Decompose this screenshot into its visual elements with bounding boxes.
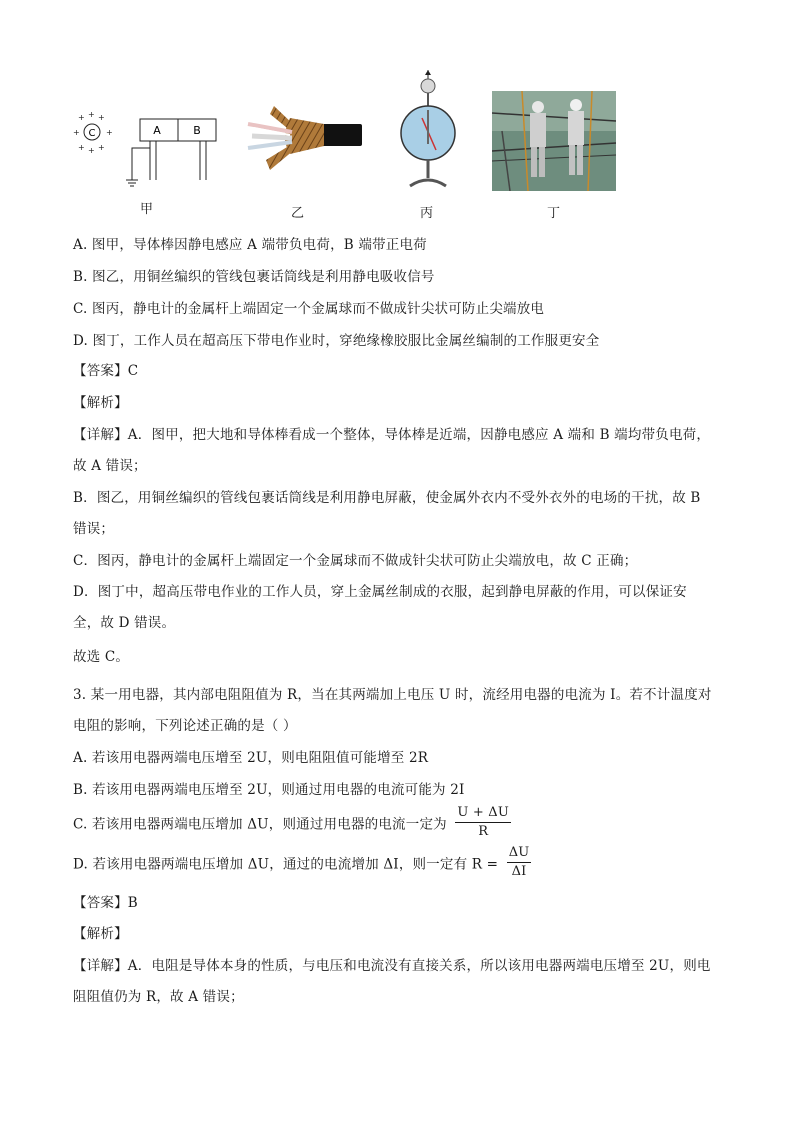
fraction-d xyxy=(507,844,532,881)
q2-option-a: A. 图甲，导体棒因静电感应 A 端带负电荷，B 端带正电荷 xyxy=(73,237,427,253)
caption-ding: 丁 xyxy=(547,206,561,221)
fraction-c xyxy=(455,804,511,841)
svg-text:+: + xyxy=(88,110,95,119)
figure-ding xyxy=(492,91,616,191)
fraction-c-numerator: U + ΔU xyxy=(455,804,511,823)
svg-text:+: + xyxy=(98,113,105,122)
metal-ball xyxy=(421,79,435,93)
svg-text:+: + xyxy=(78,113,85,122)
q2-detail-line: 错误； xyxy=(73,521,115,537)
svg-text:+: + xyxy=(88,146,95,155)
svg-text:+: + xyxy=(73,128,80,137)
label-b: B xyxy=(193,124,201,137)
q2-detail-line: 故 A 错误； xyxy=(73,458,147,474)
q2-option-b: B. 图乙，用铜丝编织的管线包裹话筒线是利用静电吸收信号 xyxy=(73,269,435,285)
svg-text:+: + xyxy=(78,143,85,152)
caption-yi: 乙 xyxy=(291,206,305,221)
q3-answer: 【答案】B xyxy=(73,895,138,911)
svg-text:+: + xyxy=(106,128,113,137)
label-a: A xyxy=(153,124,161,137)
svg-text:+: + xyxy=(98,143,105,152)
charge-label: C xyxy=(88,128,96,139)
q3-option-a: A. 若该用电器两端电压增至 2U，则电阻阻值可能增至 2R xyxy=(73,750,429,766)
fraction-d-numerator: ΔU xyxy=(507,844,532,863)
q2-choose: 故选 C。 xyxy=(73,649,130,665)
cable-jacket xyxy=(322,124,362,146)
q3-option-b: B. 若该用电器两端电压增至 2U，则通过用电器的电流可能为 2I xyxy=(73,782,465,798)
figure-jia xyxy=(70,108,230,198)
q3-stem-line: 电阻的影响，下列论述正确的是（ ） xyxy=(73,718,297,734)
q2-detail-line: 全，故 D 错误。 xyxy=(73,615,176,631)
figure-bing xyxy=(392,70,462,200)
q3-detail-line: 阻阻值仍为 R，故 A 错误； xyxy=(73,989,244,1005)
q2-answer: 【答案】C xyxy=(73,363,139,379)
fraction-c-denominator: R xyxy=(478,824,489,839)
ground-symbol xyxy=(126,180,138,186)
q3-option-c-text: C. 若该用电器两端电压增加 ΔU，则通过用电器的电流一定为 xyxy=(73,816,447,833)
q3-option-d-text: D. 若该用电器两端电压增加 ΔU，通过的电流增加 ΔI，则一定有 R = xyxy=(73,856,499,873)
q3-option-c xyxy=(73,804,511,841)
figure-yi xyxy=(240,98,364,188)
q2-option-d: D. 图丁，工作人员在超高压下带电作业时，穿绝缘橡胶服比金属丝编制的工作服更安全 xyxy=(73,333,600,349)
caption-jia: 甲 xyxy=(140,202,154,217)
q2-detail-line: B．图乙，用铜丝编织的管线包裹话筒线是利用静电屏蔽，使金属外衣内不受外衣外的电场的干扰，故 B xyxy=(73,490,701,506)
q2-detail-line: 【详解】A．图甲，把大地和导体棒看成一个整体，导体棒是近端，因静电感应 A 端和 B 端均带负电荷， xyxy=(73,427,711,443)
q2-analysis-title: 【解析】 xyxy=(73,395,128,411)
q2-detail-line: D．图丁中，超高压带电作业的工作人员，穿上金属丝制成的衣服，起到静电屏蔽的作用，可以保证安 xyxy=(73,584,687,600)
q3-stem-line: 3. 某一用电器，其内部电阻阻值为 R，当在其两端加上电压 U 时，流经用电器的电流为 I。若不计温度对 xyxy=(73,687,712,703)
q2-detail-line: C．图丙，静电计的金属杆上端固定一个金属球而不做成针尖状可防止尖端放电，故 C 正确； xyxy=(73,553,638,569)
q3-option-d xyxy=(73,844,531,881)
caption-bing: 丙 xyxy=(420,206,434,221)
q3-analysis-title: 【解析】 xyxy=(73,926,128,942)
fraction-d-denominator: ΔI xyxy=(511,864,527,879)
q3-detail-line: 【详解】A．电阻是导体本身的性质，与电压和电流没有直接关系，所以该用电器两端电压增至 2U，则电 xyxy=(73,958,711,974)
q2-option-c: C. 图丙，静电计的金属杆上端固定一个金属球而不做成针尖状可防止尖端放电 xyxy=(73,301,545,317)
